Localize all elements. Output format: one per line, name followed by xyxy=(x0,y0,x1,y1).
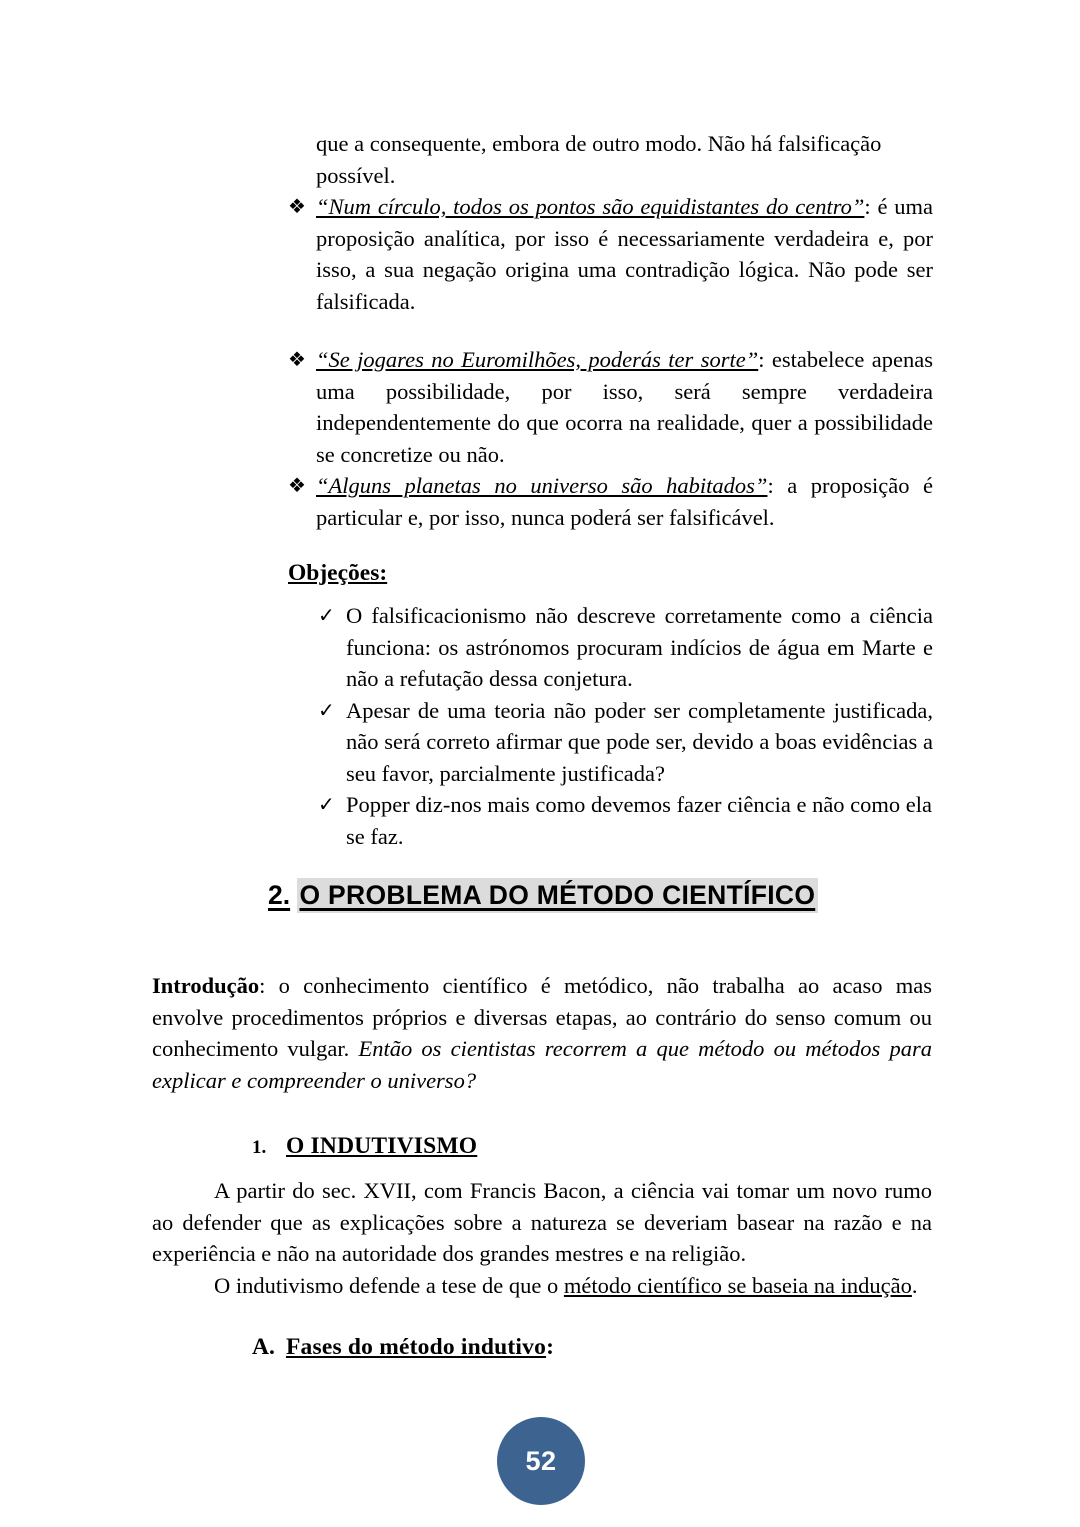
thesis-tail: . xyxy=(911,1273,918,1298)
list-item-text xyxy=(316,191,933,317)
section-title: O INDUTIVISMO xyxy=(286,1133,478,1159)
thesis-lead: O indutivismo defende a tese de que o xyxy=(214,1273,564,1298)
introduction-question: Então os cientistas recorrem a que método ou métodos para explicar e compreender o universo? xyxy=(152,1036,932,1093)
list-item xyxy=(318,600,933,695)
list-item xyxy=(318,789,933,852)
page-number-label: 52 xyxy=(525,1445,557,1476)
inductivism-thesis-paragraph xyxy=(152,1270,932,1302)
list-item xyxy=(288,470,933,533)
subsection-colon: : xyxy=(546,1334,554,1360)
objections-heading: Objeções: xyxy=(288,560,388,586)
list-item-explanation: : a proposição é particular e, por isso, nunca poderá ser falsificável. xyxy=(316,473,934,530)
chapter-heading xyxy=(268,878,818,912)
subsection-letter: A. xyxy=(252,1334,275,1360)
subsection-heading-fases xyxy=(252,1334,554,1361)
list-item-explanation: : estabelece apenas uma possibilidade, por isso, será sempre verdadeira independentemente do que ocorra na realidade, quer a possibilidade se concretize ou não. xyxy=(316,347,933,467)
section-number: 1. xyxy=(252,1137,267,1158)
thesis-underlined: método científico se baseia na indução xyxy=(563,1273,912,1298)
list-item-text xyxy=(316,470,933,533)
subsection-title: Fases do método indutivo xyxy=(286,1334,547,1360)
continued-paragraph: que a consequente, embora de outro modo. Não há falsificação possível. xyxy=(316,131,882,188)
inductivism-paragraphs xyxy=(152,1175,932,1270)
inductivism-paragraph-1: A partir do sec. XVII, com Francis Bacon, a ciência vai tomar um novo rumo ao defender que as explicações sobre a natureza se deveriam basear na razão e na experiência e não na autoridade dos grandes mestres e na religião. xyxy=(152,1178,932,1266)
introduction-paragraph xyxy=(152,970,932,1096)
quoted-proposition: “Se jogares no Euromilhões, poderás ter sorte” xyxy=(316,347,759,372)
list-item-text xyxy=(316,344,933,470)
diamond-bullet-icon: ❖ xyxy=(288,473,306,497)
diamond-bullet-icon: ❖ xyxy=(288,347,306,371)
quoted-proposition: “Alguns planetas no universo são habitados” xyxy=(316,473,768,498)
diamond-bullet-icon: ❖ xyxy=(288,194,306,218)
list-item-explanation: : é uma proposição analítica, por isso é necessariamente verdadeira e, por isso, a sua negação origina uma contradição lógica. Não pode ser falsificada. xyxy=(316,194,933,314)
list-item-text: Apesar de uma teoria não poder ser completamente justificada, não será correto afirmar que pode ser, devido a boas evidências a seu favor, parcialmente justificada? xyxy=(346,697,933,786)
list-item xyxy=(288,191,933,317)
falsifiability-examples-block-2 xyxy=(288,344,933,533)
list-item xyxy=(288,344,933,470)
check-bullet-icon: ✓ xyxy=(318,697,335,722)
list-item-text: Popper diz-nos mais como devemos fazer ciência e não como ela se faz. xyxy=(346,792,933,849)
page-number-badge xyxy=(497,1417,585,1505)
page-title: O PROBLEMA DO MÉTODO CIENTÍFICO xyxy=(297,878,818,913)
introduction-body: : o conhecimento científico é metódico, não trabalha ao acaso mas envolve procedimentos próprios e diversas etapas, ao contrário do senso comum ou conhecimento vulgar. xyxy=(152,973,932,1061)
quoted-proposition: “Num círculo, todos os pontos são equidistantes do centro” xyxy=(316,194,865,219)
introduction-block xyxy=(152,970,932,1096)
introduction-label: Introdução xyxy=(152,973,260,998)
inductivism-paragraph-2 xyxy=(152,1270,932,1302)
check-bullet-icon: ✓ xyxy=(318,603,335,627)
check-bullet-icon: ✓ xyxy=(318,792,335,816)
objections-list xyxy=(318,600,933,852)
list-item-text: O falsificacionismo não descreve corretamente como a ciência funciona: os astrónomos procuram indícios de água em Marte e não a refutação dessa conjetura. xyxy=(346,603,933,691)
section-heading-indutivismo xyxy=(252,1133,477,1160)
chapter-number: 2. xyxy=(268,880,291,910)
list-item xyxy=(318,695,933,790)
falsifiability-examples-block xyxy=(288,128,933,317)
